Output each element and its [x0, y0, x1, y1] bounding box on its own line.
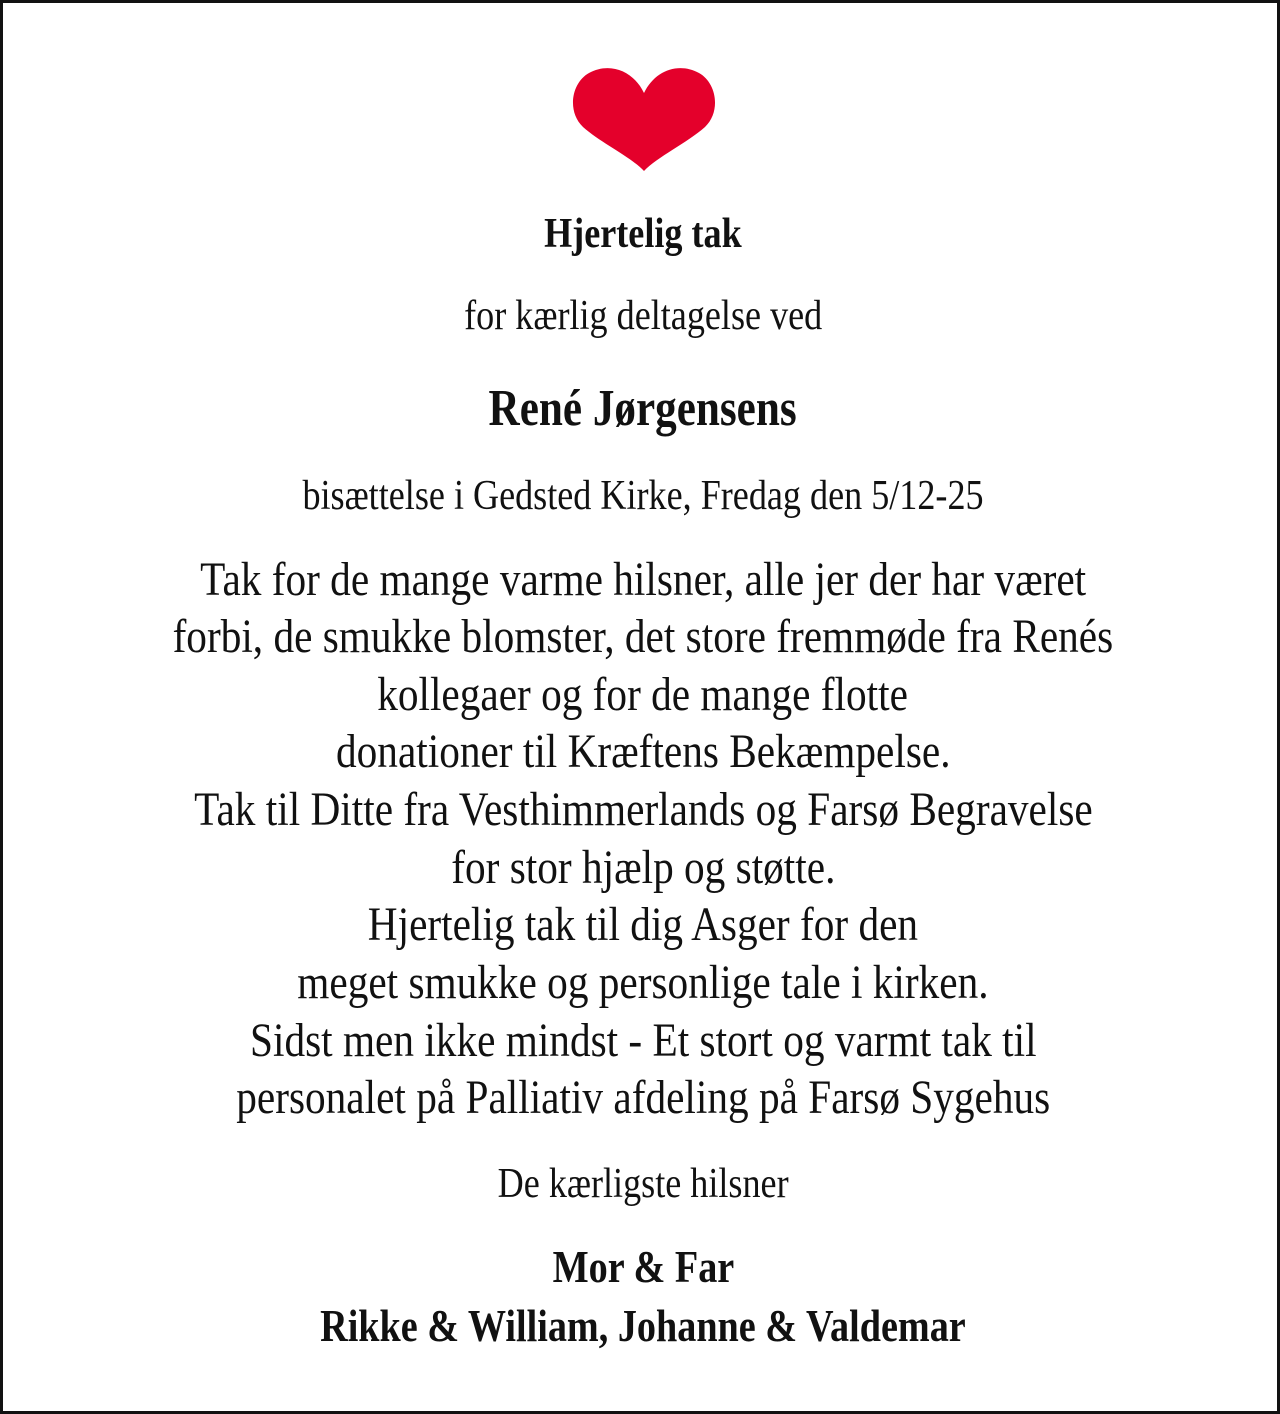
intro-line: [3, 295, 1280, 337]
signature-text: Mor & Far: [552, 1241, 734, 1292]
body-line-text: Sidst men ikke mindst - Et stort og varmt tak til: [249, 1014, 1037, 1067]
body-line: [3, 1071, 1280, 1124]
body-line: [3, 956, 1280, 1009]
closing-text: De kærligste hilsner: [497, 1161, 789, 1207]
body-line-text: donationer til Kræftens Bekæmpelse.: [335, 725, 951, 778]
body-line-text: Tak til Ditte fra Vesthimmerlands og Farsø Begravelse: [193, 783, 1093, 836]
body-line-text: forbi, de smukke blomster, det store fremmøde fra Renés: [172, 610, 1114, 663]
body-line: [3, 1014, 1280, 1067]
heading: [3, 213, 1280, 255]
deceased-name: [3, 380, 1280, 437]
body-line: [3, 725, 1280, 778]
body-line: [3, 610, 1280, 663]
signature-line: [3, 1300, 1280, 1351]
body-line: [3, 841, 1280, 894]
deceased-name-text: René Jørgensens: [488, 380, 798, 437]
body-line: [3, 668, 1280, 721]
signature-text: Rikke & William, Johanne & Valdemar: [320, 1300, 966, 1351]
heading-text: Hjertelig tak: [544, 211, 742, 257]
body-line-text: meget smukke og personlige tale i kirken.: [297, 956, 989, 1009]
ceremony-text: bisættelse i Gedsted Kirke, Fredag den 5/12-25: [302, 473, 984, 519]
body-line-text: kollegaer og for de mange flotte: [377, 668, 909, 721]
signature-line: [3, 1241, 1280, 1292]
closing-line: [3, 1163, 1280, 1205]
body-line-text: personalet på Palliativ afdeling på Farsø Sygehus: [236, 1071, 1050, 1124]
body-line: [3, 898, 1280, 951]
heart-icon: [571, 65, 717, 173]
body-line-text: Hjertelig tak til dig Asger for den: [367, 898, 919, 951]
body-line: [3, 783, 1280, 836]
body-line-text: Tak for de mange varme hilsner, alle jer der har været: [199, 553, 1087, 606]
ceremony-line: [3, 475, 1280, 517]
body-line-text: for stor hjælp og støtte.: [450, 841, 836, 894]
body-line: [3, 553, 1280, 606]
intro-text: for kærlig deltagelse ved: [463, 293, 823, 339]
